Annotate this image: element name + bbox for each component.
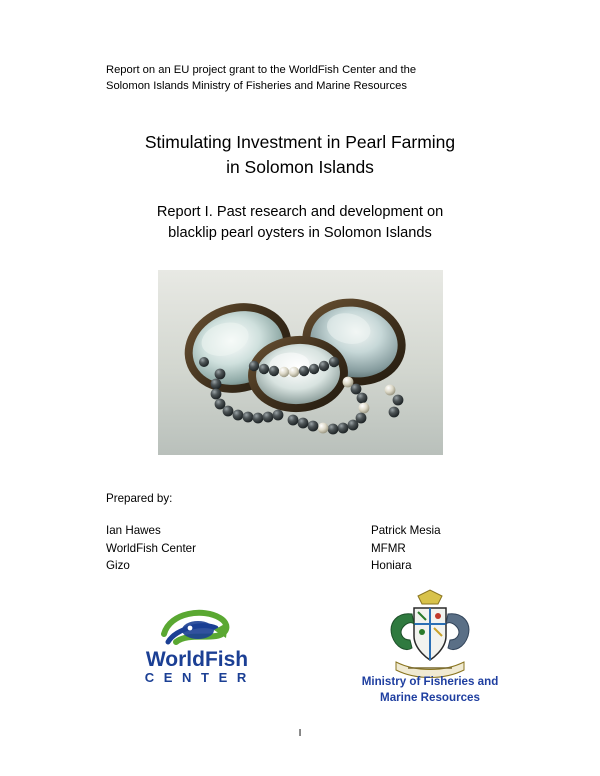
title-line-2: in Solomon Islands	[226, 156, 374, 177]
page-subtitle	[70, 202, 530, 244]
author-right-location: Honiara	[371, 559, 412, 573]
author-right	[371, 522, 501, 575]
worldfish-logo-icon	[112, 604, 282, 689]
mfmr-logo	[370, 588, 490, 688]
mfmr-caption-line-1: Ministry of Fisheries and	[361, 675, 499, 688]
worldfish-logo	[112, 604, 282, 689]
page-title	[70, 130, 530, 180]
author-right-name: Patrick Mesia	[371, 524, 441, 537]
mfmr-caption-line-2: Marine Resources	[380, 691, 480, 705]
subtitle-line-1: Report I. Past research and development on	[156, 203, 444, 220]
page-number: I	[298, 728, 302, 739]
subtitle-line-2: blacklip pearl oysters in Solomon Islands	[168, 224, 432, 241]
worldfish-wordmark: WorldFish	[145, 648, 249, 671]
report-grant-note	[106, 62, 496, 94]
title-line-1: Stimulating Investment in Pearl Farming	[144, 132, 456, 152]
mfmr-logo-caption	[330, 674, 530, 706]
grant-note-line-2: Solomon Islands Ministry of Fisheries and Marine Resources	[106, 80, 407, 93]
cover-photo	[158, 270, 443, 455]
author-left-name: Ian Hawes	[106, 524, 161, 537]
pearl-oyster-photo-icon	[158, 270, 443, 455]
worldfish-center-word: C E N T E R	[144, 670, 250, 685]
prepared-by-label: Prepared by:	[106, 492, 173, 505]
title-block	[70, 130, 530, 244]
grant-note-line-1: Report on an EU project grant to the WorldFish Center and the	[106, 64, 417, 76]
author-left-location: Gizo	[106, 559, 130, 573]
author-right-organisation: MFMR	[371, 541, 406, 555]
author-left-organisation: WorldFish Center	[106, 541, 196, 555]
author-left	[106, 522, 371, 575]
authors-block	[106, 522, 506, 575]
coat-of-arms-icon	[370, 588, 490, 688]
